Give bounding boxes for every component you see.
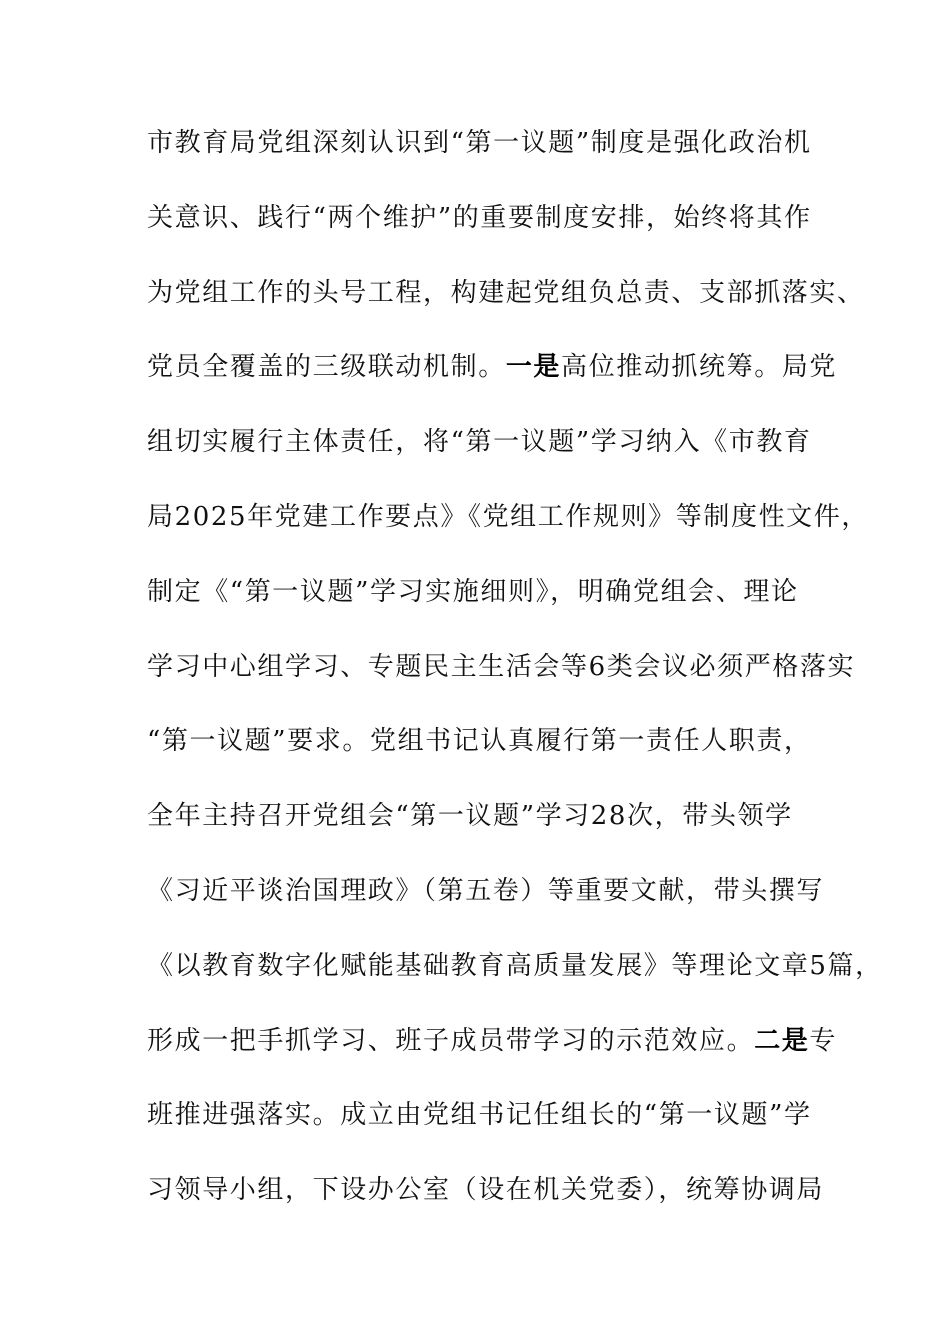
text-line <box>147 498 869 573</box>
bold-heading-marker: 二是 <box>754 1025 810 1056</box>
text-segment: 班推进强落实。成立由党组书记任组长的“第一议题”学 <box>147 1100 812 1131</box>
text-segment: 市教育局党组深刻认识到“第一议题”制度是强化政治机 <box>147 128 812 158</box>
text-line <box>147 423 847 498</box>
text-line <box>147 348 847 423</box>
bold-heading-marker: 一是 <box>505 352 562 383</box>
text-segment: 关意识、践行“两个维护”的重要制度安排，始终将其作 <box>147 202 812 233</box>
text-line <box>147 199 847 274</box>
text-segment: 党员全覆盖的三级联动机制。 <box>147 352 506 383</box>
text-line <box>147 274 865 349</box>
text-segment: 高位推动抓统筹。局党 <box>561 352 838 383</box>
text-line <box>147 947 883 1022</box>
text-line <box>147 648 856 723</box>
text-segment: 学习中心组学习、专题民主生活会等6类会议必须严格落实 <box>147 651 856 682</box>
text-segment: 为党组工作的头号工程，构建起党组负总责、支部抓落实、 <box>147 277 865 308</box>
text-line <box>147 872 847 947</box>
text-segment: 《以教育数字化赋能基础教育高质量发展》等理论文章5篇， <box>147 950 883 981</box>
text-line <box>147 1171 847 1246</box>
text-line <box>147 1022 847 1097</box>
text-segment: 局2025年党建工作要点》《党组工作规则》等制度性文件， <box>147 501 869 532</box>
text-segment: 习领导小组，下设办公室（设在机关党委），统筹协调局 <box>147 1175 825 1206</box>
text-segment: 《习近平谈治国理政》（第五卷）等重要文献，带头撰写 <box>147 875 825 906</box>
text-segment: 专 <box>809 1025 838 1056</box>
document-body <box>147 124 883 1246</box>
text-line <box>147 797 847 872</box>
text-segment: 组切实履行主体责任，将“第一议题”学习纳入《市教育 <box>147 427 812 458</box>
text-line <box>147 1096 847 1171</box>
text-segment: 形成一把手抓学习、班子成员带学习的示范效应。 <box>147 1025 755 1056</box>
text-segment: 制定《“第一议题”学习实施细则》，明确党组会、理论 <box>147 576 799 607</box>
text-line <box>147 573 847 648</box>
text-line <box>147 722 847 797</box>
text-line <box>147 124 847 199</box>
text-segment: “第一议题”要求。党组书记认真履行第一责任人职责， <box>147 726 812 757</box>
text-segment: 全年主持召开党组会“第一议题”学习28次，带头领学 <box>147 801 793 832</box>
